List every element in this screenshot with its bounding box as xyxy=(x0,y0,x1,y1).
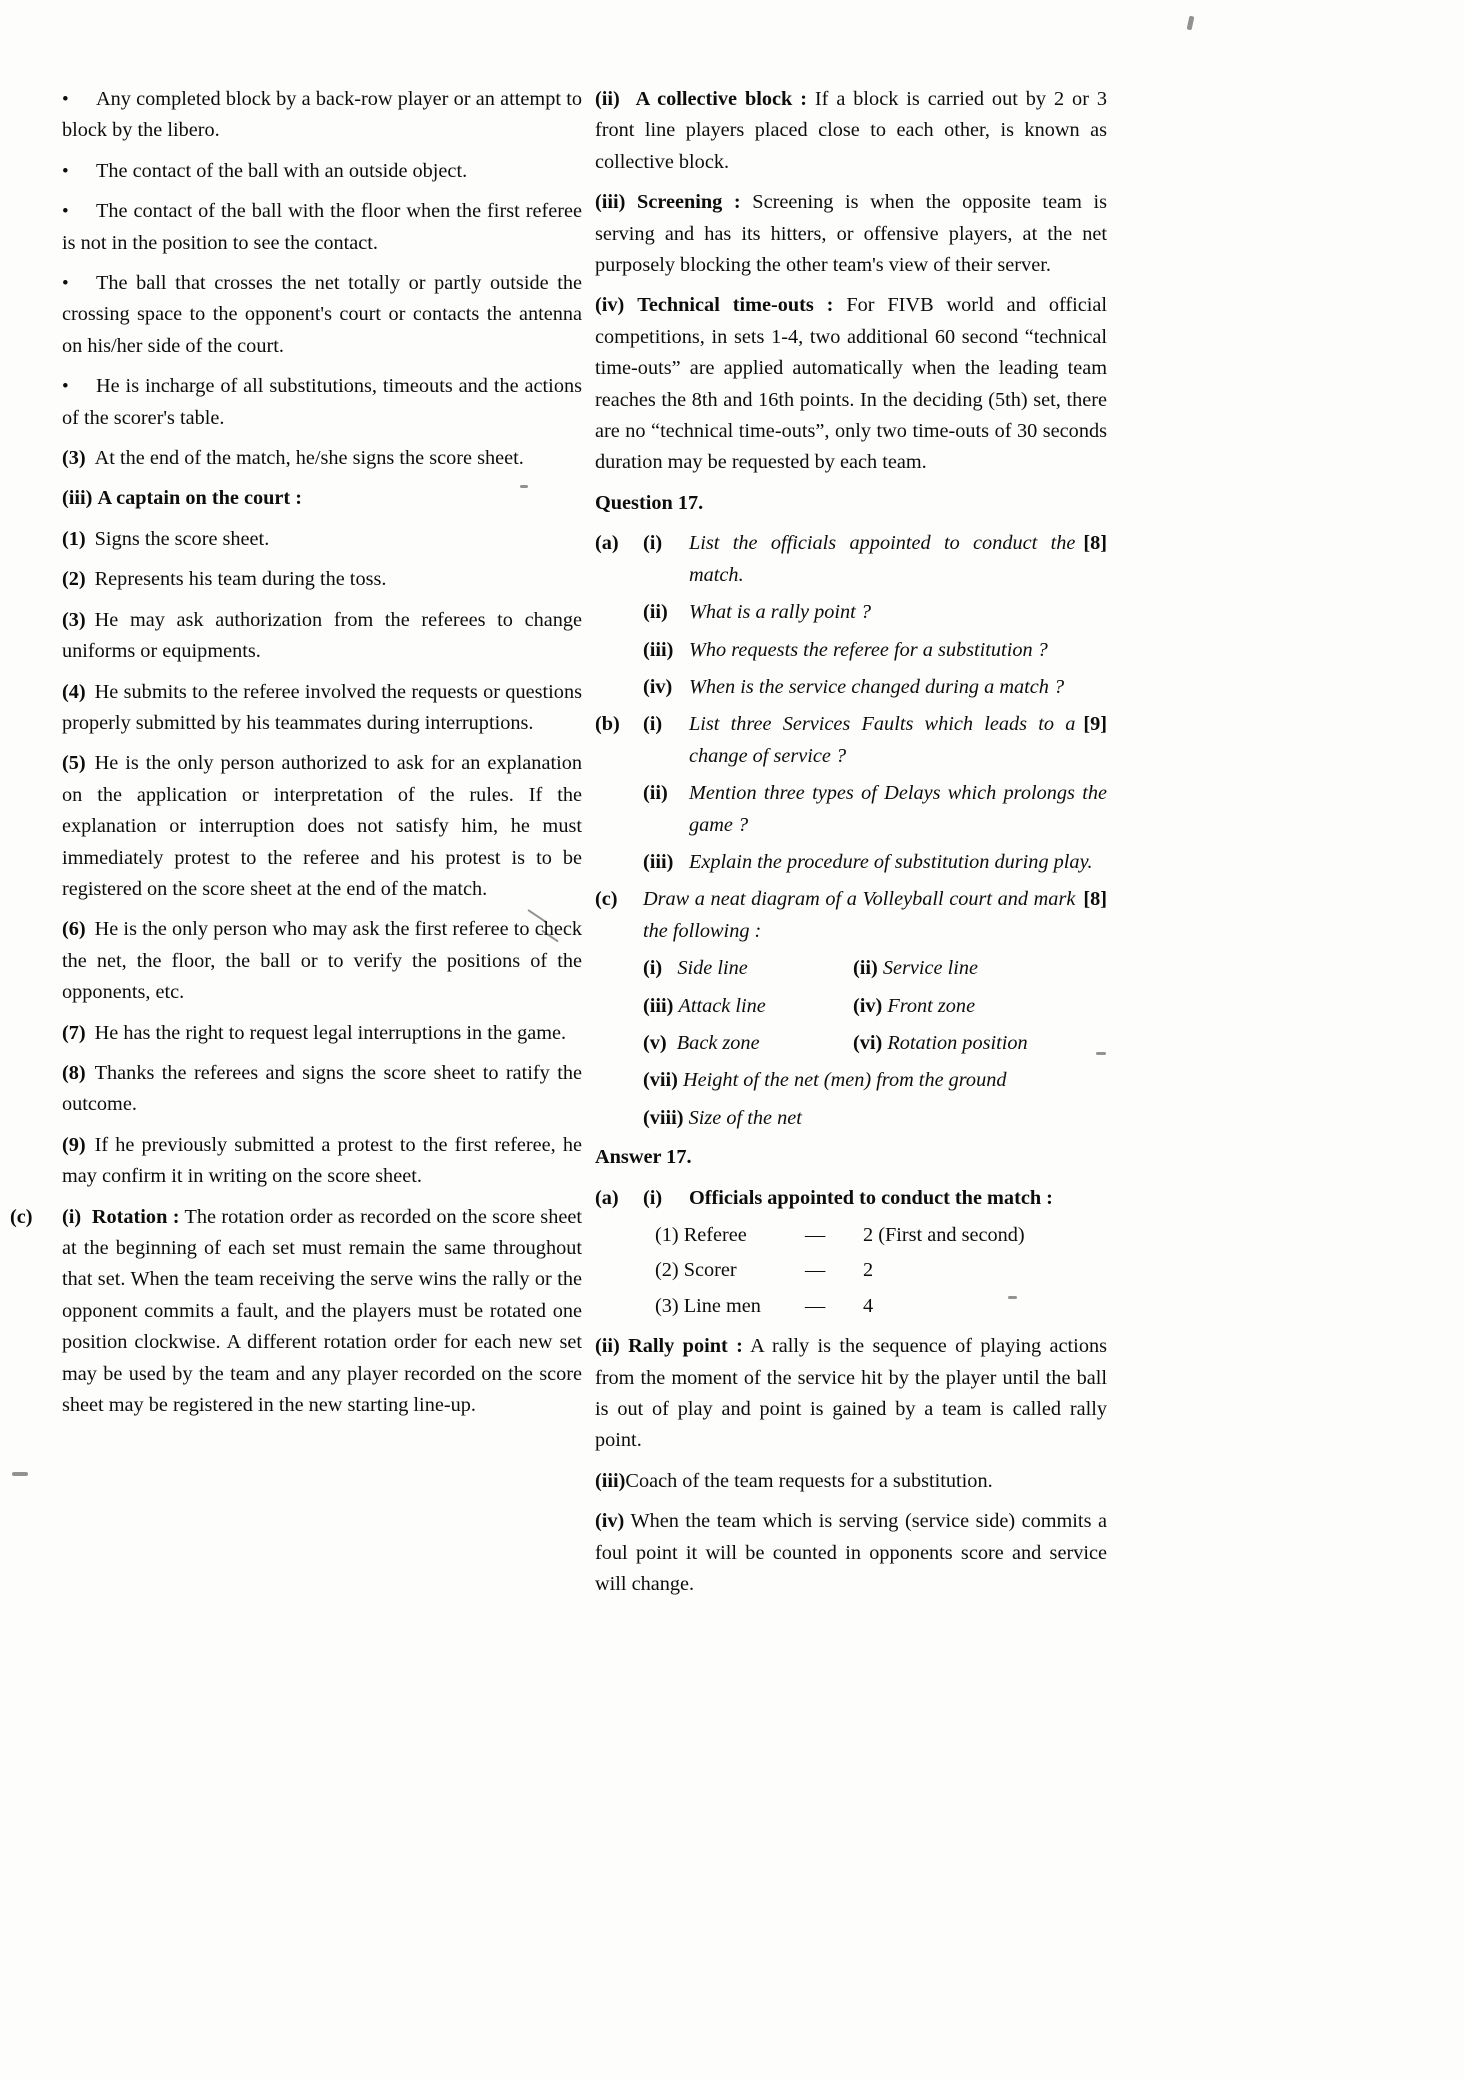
official-count: 2 (First and second) xyxy=(863,1224,1025,1246)
point-marker: (8) xyxy=(62,1061,86,1084)
diagram-subitems xyxy=(643,953,1107,1134)
captain-point: (3) He may ask authorization from the referees to change uniforms or equipments. xyxy=(62,608,582,663)
item-marker: (ii) xyxy=(595,88,620,110)
question-item xyxy=(643,672,1107,703)
question-item-text: When is the service changed during a match ? xyxy=(689,675,1065,698)
scan-speck xyxy=(1187,16,1195,31)
question-heading: Question 17. xyxy=(595,491,704,514)
left-column xyxy=(10,84,582,1609)
captain-point: (5) He is the only person authorized to ask for an explanation on the application or interpretation of the rules. If the explanation or interruption does not satisfy him, he must immediately protest to the referee and his protest is to be registered on the score sheet at the end of the match. xyxy=(62,752,582,900)
item-marker: (iv) xyxy=(595,294,625,317)
diagram-subitem-row xyxy=(643,1028,1107,1059)
bullet-item: •The contact of the ball with the floor when the first referee is not in the position to see the contact. xyxy=(62,196,582,259)
official-role: Referee xyxy=(683,1224,747,1246)
point-marker: (4) xyxy=(62,680,86,703)
dash-separator: — xyxy=(805,1224,826,1246)
officials-table xyxy=(595,1220,1107,1322)
subitem-marker: (ii) xyxy=(853,957,878,980)
point-marker: (3) xyxy=(62,608,86,631)
point-marker: (7) xyxy=(62,1021,86,1044)
captain-point: (1) Signs the score sheet. xyxy=(62,527,270,550)
question-item xyxy=(643,847,1107,878)
captain-point: (4) He submits to the referee involved the requests or questions properly submitted by his teammates during interruptions. xyxy=(62,680,582,734)
rotation-inner-marker: (i) xyxy=(62,1205,82,1228)
answer-item-marker: (iv) xyxy=(595,1510,625,1533)
question-item-text: Explain the procedure of substitution during play. xyxy=(689,850,1093,873)
question-item-marker: (ii) xyxy=(643,782,668,805)
dash-separator: — xyxy=(805,1294,826,1317)
question-part-label: (a) xyxy=(595,532,619,555)
marks-badge: [8] xyxy=(1083,888,1107,911)
subitem-marker: (viii) xyxy=(643,1106,684,1129)
captain-heading-marker: (iii) xyxy=(62,487,93,510)
answer-item-title: Rally point : xyxy=(628,1335,743,1358)
rotation-title: Rotation : xyxy=(91,1205,180,1228)
question-item-text: [8] List the officials appointed to conduct the match. xyxy=(689,528,1107,591)
point-marker: (9) xyxy=(62,1133,86,1156)
bullet-item: •He is incharge of all substitutions, timeouts and the actions of the scorer's table. xyxy=(62,371,582,434)
answer-part-label: (a) xyxy=(595,1186,619,1209)
question-item-marker: (i) xyxy=(643,532,663,555)
captain-point: (6) He is the only person who may ask the first referee to check the net, the floor, the ball or to verify the positions of the opponents, etc. xyxy=(62,918,582,1004)
question-item-marker: (i) xyxy=(643,713,663,736)
question-part-label: (c) xyxy=(595,888,618,911)
subitem-text: Service line xyxy=(882,957,979,980)
answer-item-marker: (i) xyxy=(643,1186,663,1209)
subitem-text: Back zone xyxy=(676,1031,760,1054)
official-count: 2 xyxy=(863,1259,874,1282)
diagram-subitem-row xyxy=(643,953,1107,984)
bullet-dot-icon xyxy=(62,268,96,299)
block-definition-item: (iii) Screening : Screening is when the opposite team is serving and has its hitters, or offensive players, at the net purposely blocking the other team's view of their server. xyxy=(595,191,1107,277)
bullet-item: •The ball that crosses the net totally or partly outside the crossing space to the opponent's court or contacts the antenna on his/her side of the court. xyxy=(62,268,582,362)
captain-heading-title: A captain on the court : xyxy=(97,487,302,510)
question-item-marker: (ii) xyxy=(643,601,668,624)
official-role: Scorer xyxy=(683,1259,737,1282)
subitem-text: Rotation position xyxy=(887,1031,1028,1054)
right-column xyxy=(595,84,1107,1609)
diagram-subitem-row xyxy=(643,991,1107,1022)
point-marker: (5) xyxy=(62,752,86,775)
answer-a-title: Officials appointed to conduct the match : xyxy=(689,1186,1053,1209)
answer-item: (iv) When the team which is serving (service side) commits a foul point it will be counted in opponents score and service will change. xyxy=(595,1510,1107,1596)
question-item xyxy=(643,778,1107,841)
answer-a-heading xyxy=(595,1183,1107,1214)
subitem-text: Size of the net xyxy=(688,1106,802,1129)
subitem-text: Side line xyxy=(677,957,748,980)
table-row xyxy=(655,1220,1107,1251)
point-marker: (1) xyxy=(62,527,86,550)
captain-point: (2) Represents his team during the toss. xyxy=(62,568,387,591)
question-item xyxy=(595,709,1107,772)
question-item-marker: (iv) xyxy=(643,675,673,698)
question-item-c xyxy=(595,884,1107,947)
bullet-item: •Any completed block by a back-row player or an attempt to block by the libero. xyxy=(62,84,582,147)
answer-item: (ii) Rally point : A rally is the sequence of playing actions from the moment of the service hit by the player until the ball is out of play and point is gained by a team is called rally point. xyxy=(595,1335,1107,1452)
question-item xyxy=(595,528,1107,591)
point-marker: (3) xyxy=(62,447,86,470)
question-item-text: What is a rally point ? xyxy=(689,601,871,624)
bullet-dot-icon xyxy=(62,196,96,227)
question-item-text: Mention three types of Delays which prolongs the game ? xyxy=(689,782,1107,836)
item-marker: (iii) xyxy=(595,191,626,214)
answer-item-marker: (iii) xyxy=(595,1469,626,1492)
official-count: 4 xyxy=(863,1294,874,1317)
question-item-text: [9] List three Services Faults which leads to a change of service ? xyxy=(689,709,1107,772)
point-marker: (2) xyxy=(62,568,86,591)
marks-badge: [8] xyxy=(1083,532,1107,555)
captain-point: (8) Thanks the referees and signs the score sheet to ratify the outcome. xyxy=(62,1061,582,1116)
subitem-text: Front zone xyxy=(887,994,976,1017)
bullet-dot-icon xyxy=(62,156,96,187)
point-marker: (6) xyxy=(62,918,86,941)
answer-item: (iii)Coach of the team requests for a substitution. xyxy=(595,1469,993,1492)
subitem-marker: (i) xyxy=(643,957,663,980)
item-title: A collective block : xyxy=(635,88,807,110)
subitem-marker: (iv) xyxy=(853,994,883,1017)
table-row xyxy=(655,1291,1107,1322)
numbered-point-3: (3) At the end of the match, he/she signs the score sheet. xyxy=(62,447,524,470)
marks-badge: [9] xyxy=(1083,713,1107,736)
subitem-marker: (vi) xyxy=(853,1031,883,1054)
rotation-paragraph: (i) Rotation : The rotation order as recorded on the score sheet at the beginning of each set must remain the same throughout that set. When the team receiving the serve wins the rally or the opponent commits a fault, and the players must be rotated one position clockwise. A different rotation order for each new set may be used by the team and any player recorded on the score sheet may be registered in the new starting line-up. xyxy=(62,1205,582,1417)
bullet-dot-icon xyxy=(62,371,96,402)
captain-point: (9) If he previously submitted a protest to the first referee, he may confirm it in writing on the score sheet. xyxy=(62,1133,582,1188)
captain-point: (7) He has the right to request legal interruptions in the game. xyxy=(62,1021,567,1044)
diagram-subitem-row xyxy=(643,1103,1107,1134)
subitem-marker: (iii) xyxy=(643,994,674,1017)
official-index: (3) xyxy=(655,1294,679,1317)
question-item-marker: (iii) xyxy=(643,638,674,661)
block-definition-item: (ii) A collective block : If a block is carried out by 2 or 3 front line players placed close to each other, is known as collective block. xyxy=(595,88,1108,173)
subitem-text: Attack line xyxy=(678,994,766,1017)
answer-heading: Answer 17. xyxy=(595,1146,692,1169)
question-item xyxy=(643,597,1107,628)
official-role: Line men xyxy=(683,1294,761,1317)
question-item xyxy=(643,635,1107,666)
bullet-item: •The contact of the ball with an outside object. xyxy=(62,156,582,187)
bullet-dot-icon xyxy=(62,84,96,115)
table-row xyxy=(655,1255,1107,1286)
subitem-marker: (v) xyxy=(643,1031,667,1054)
two-column-body xyxy=(0,84,1464,1609)
rotation-block xyxy=(10,1202,582,1422)
question-item-text: [8] Draw a neat diagram of a Volleyball court and mark the following : xyxy=(643,884,1107,947)
diagram-subitem-row xyxy=(643,1065,1107,1096)
question-item-marker: (iii) xyxy=(643,850,674,873)
subitem-text: Height of the net (men) from the ground xyxy=(683,1069,1007,1092)
question-item-text: Who requests the referee for a substitution ? xyxy=(689,638,1048,661)
subitem-marker: (vii) xyxy=(643,1069,678,1092)
dash-separator: — xyxy=(805,1259,826,1282)
answer-item-marker: (ii) xyxy=(595,1335,620,1358)
captain-heading xyxy=(62,483,582,514)
item-title: Screening : xyxy=(637,191,741,214)
rotation-outer-marker: (c) xyxy=(10,1205,33,1228)
question-part-label: (b) xyxy=(595,713,620,736)
official-index: (1) xyxy=(655,1224,679,1246)
official-index: (2) xyxy=(655,1259,679,1282)
item-title: Technical time-outs : xyxy=(637,294,834,317)
block-definition-item: (iv) Technical time-outs : For FIVB world and official competitions, in sets 1-4, two additional 60 second “technical time-outs” are applied automatically when the leading team reaches the 8th and 16th points. In the deciding (5th) set, there are no “technical time-outs”, only two time-outs of 30 seconds duration may be requested by each team. xyxy=(595,294,1108,474)
